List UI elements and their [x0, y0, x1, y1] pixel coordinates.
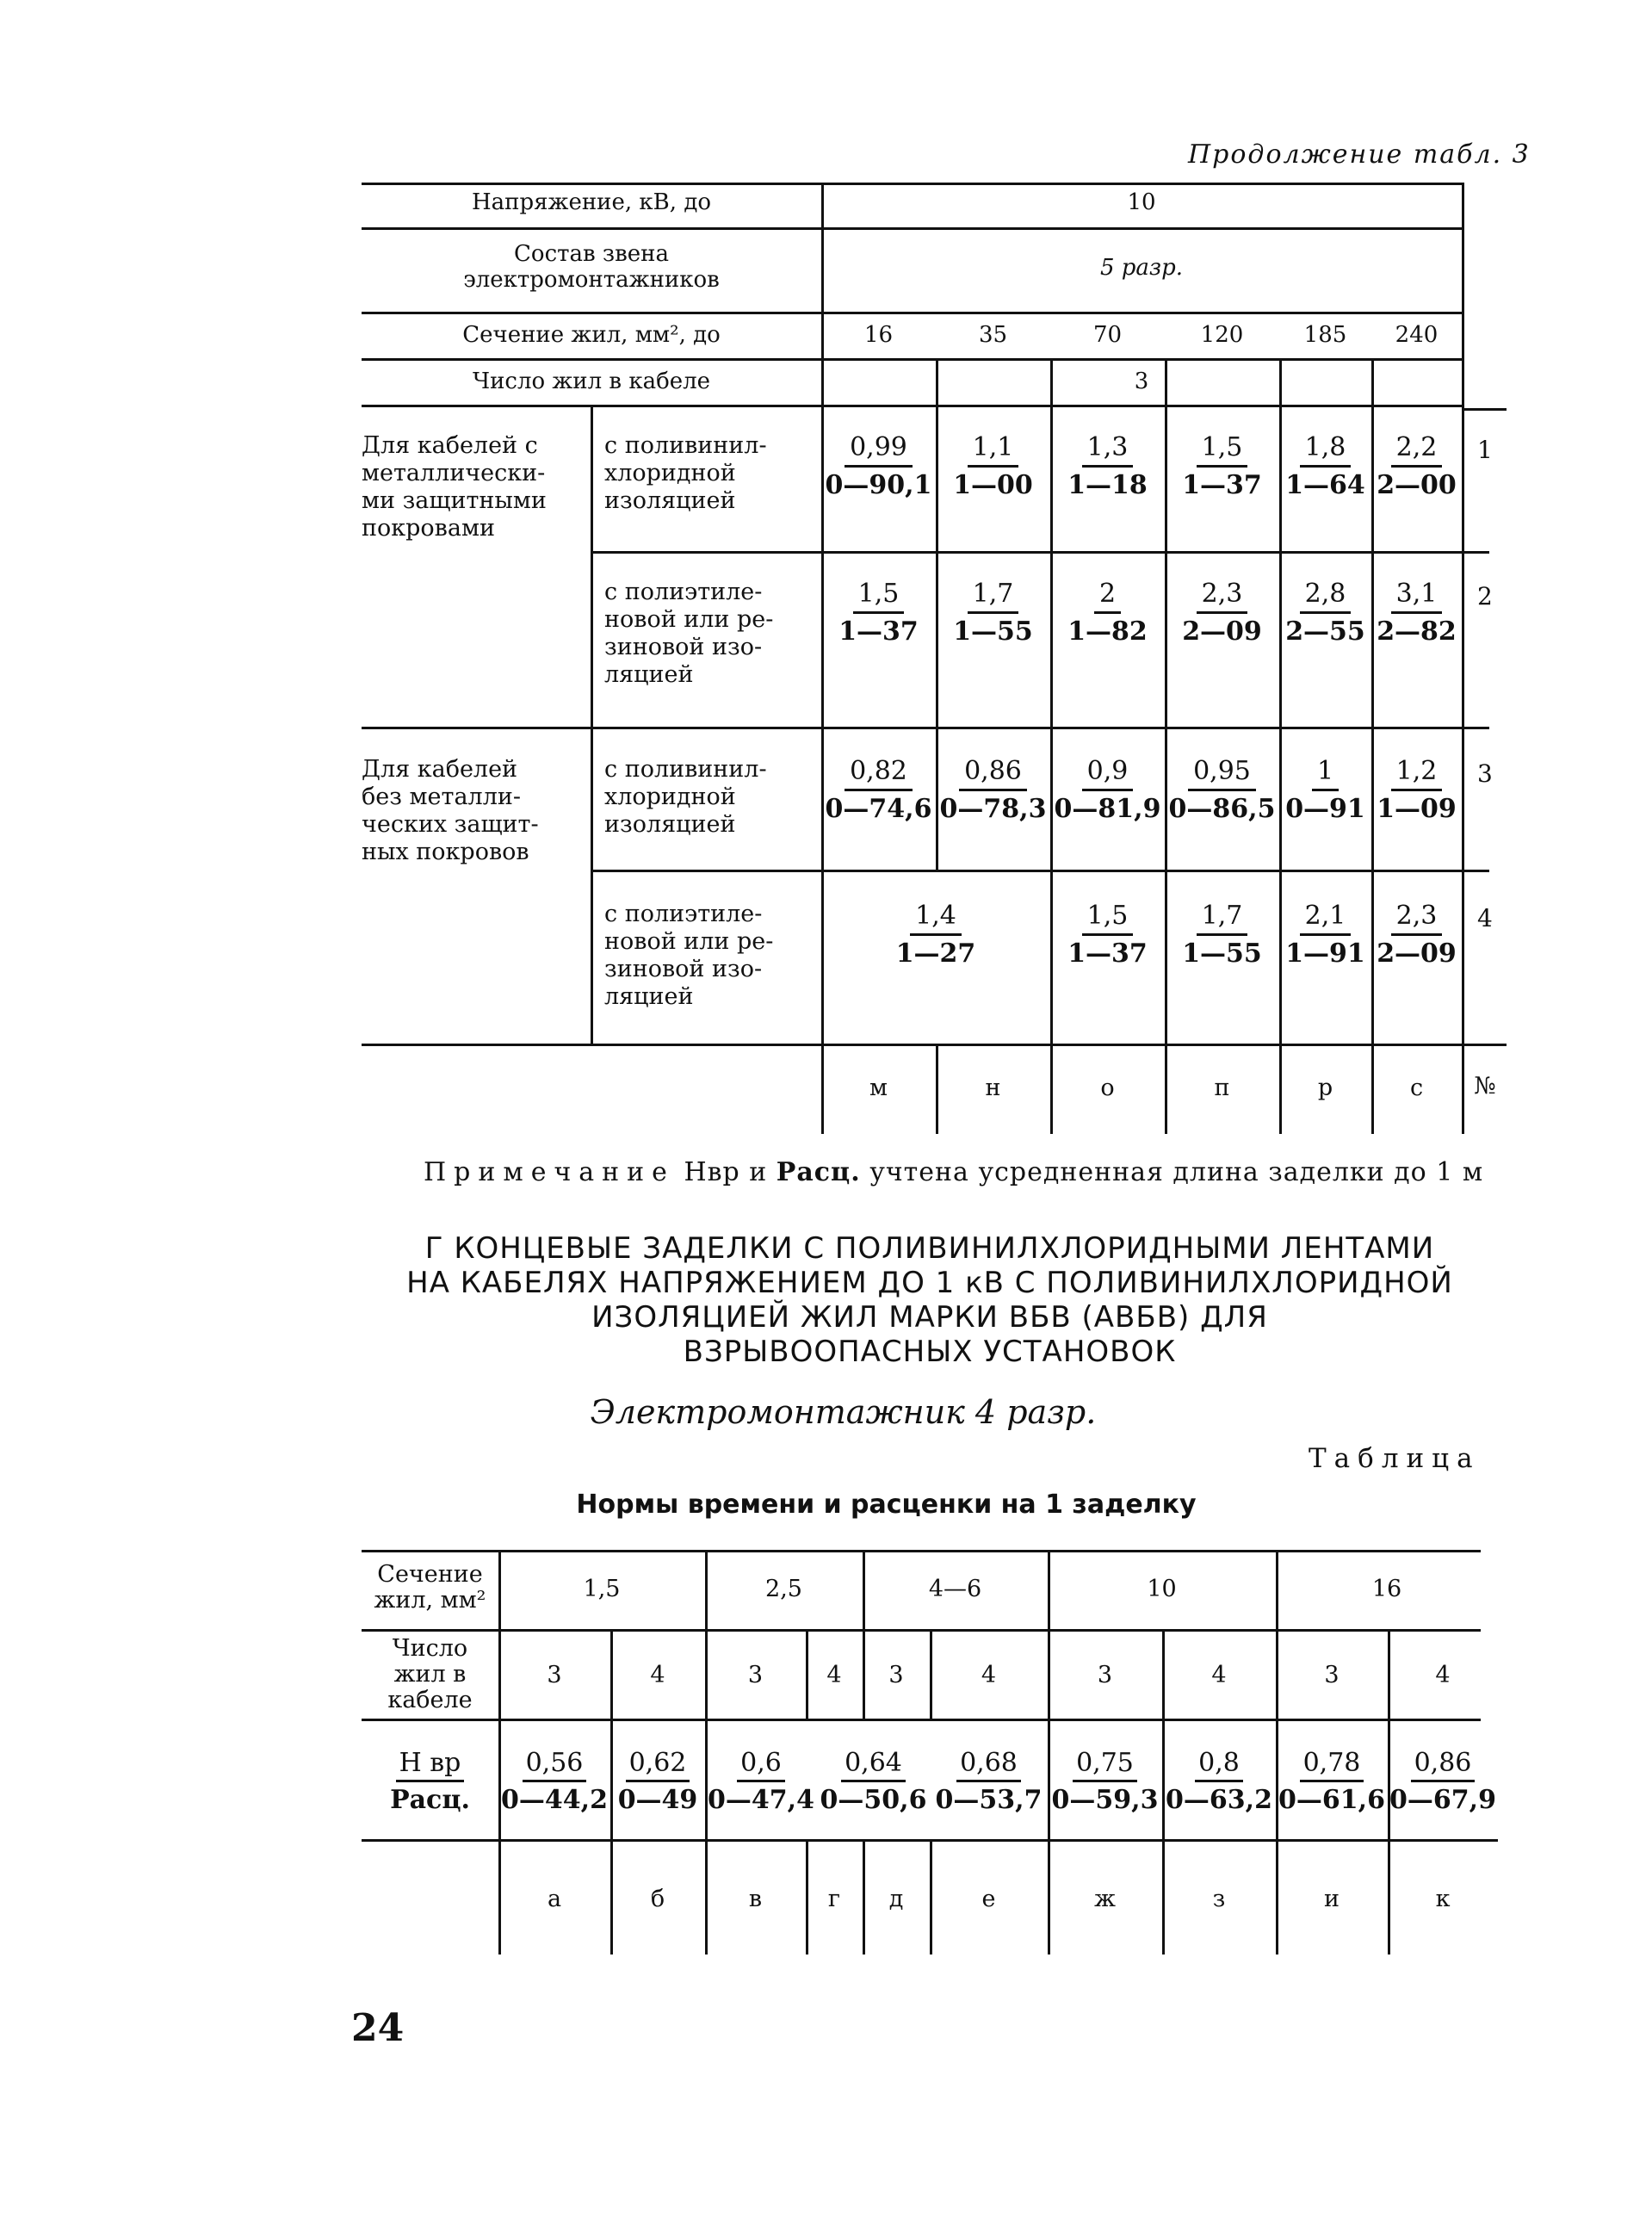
value-cell: $\frac{1,5}{1—37}$: [1182, 432, 1262, 500]
t2-letter: г: [827, 1886, 841, 1912]
value-cell: $\frac{0,9}{0—81,9}$: [1054, 756, 1161, 824]
column-letter: о: [1100, 1075, 1115, 1101]
column-letter: р: [1317, 1075, 1333, 1101]
section-label: Сечение жил, мм², до: [462, 322, 721, 348]
column-letter: м: [869, 1075, 888, 1101]
crew-value: 5 разр.: [1099, 255, 1184, 281]
table-note: Примечание Нвр и Расц. учтена усредненная длина заделки до 1 м: [424, 1157, 1484, 1187]
worker-grade: Электромонтажник 4 разр.: [590, 1393, 1097, 1431]
t2-cores: 3: [1324, 1662, 1340, 1688]
t2-section: 2,5: [765, 1576, 802, 1602]
value-cell: $\frac{2,3}{2—09}$: [1182, 579, 1262, 647]
section-35: 35: [978, 322, 1008, 348]
row-number: 1: [1477, 436, 1493, 464]
t2-row-label: Н вр Расц.: [390, 1748, 470, 1815]
section-240: 240: [1395, 322, 1439, 348]
row-number: 3: [1477, 759, 1493, 788]
continuation-label: Продолжение табл. 3: [1188, 139, 1531, 170]
t2-cores: 4: [1211, 1662, 1227, 1688]
t2-section: 4—6: [928, 1576, 982, 1602]
value-cell: $\frac{3,1}{2—82}$: [1377, 579, 1457, 647]
group-metal-armor: Для кабелей с металлически- ми защитными покровами: [362, 432, 547, 542]
value-cell: $\frac{2}{1—82}$: [1067, 579, 1148, 647]
t2-value: 0,8 0—63,2: [1166, 1748, 1272, 1815]
section-120: 120: [1200, 322, 1244, 348]
row-number: 4: [1477, 904, 1493, 932]
t2-cores: 4: [981, 1662, 997, 1688]
insulation-pe-1: с полиэтиле- новой или ре- зиновой изо- ляцией: [604, 579, 774, 688]
value-cell: $\frac{1,7}{1—55}$: [1182, 901, 1262, 969]
value-cell: $\frac{1,5}{1—37}$: [838, 579, 919, 647]
t2-cores-label: Число жил в кабеле: [387, 1635, 473, 1713]
t2-cores: 3: [888, 1662, 904, 1688]
t2-letter: ж: [1094, 1886, 1116, 1912]
group-no-metal-armor: Для кабелей без металли- ческих защит- ных покровов: [362, 756, 539, 865]
t2-value: 0,86 0—67,9: [1389, 1748, 1496, 1815]
insulation-pe-2: с полиэтиле- новой или ре- зиновой изо- ляцией: [604, 901, 774, 1010]
crew-label: Состав звена электромонтажников: [463, 241, 720, 293]
insulation-pvc-2: с поливинил- хлоридной изоляцией: [604, 756, 767, 838]
t2-cores: 3: [547, 1662, 562, 1688]
norms-table-vbv: [362, 1550, 1515, 1955]
value-cell: $\frac{0,86}{0—78,3}$: [939, 756, 1047, 824]
value-cell: $\frac{1,8}{1—64}$: [1285, 432, 1365, 500]
page-number: 24: [351, 2006, 405, 2050]
t2-cores: 4: [826, 1662, 842, 1688]
value-cell: $\frac{0,99}{0—90,1}$: [825, 432, 932, 500]
cores-label: Число жил в кабеле: [472, 369, 711, 394]
value-cell-merged: $\frac{1,4}{1—27}$: [895, 901, 976, 969]
t2-letter: к: [1435, 1886, 1451, 1912]
value-cell: $\frac{1,1}{1—00}$: [953, 432, 1033, 500]
t2-value: 0,75 0—59,3: [1051, 1748, 1159, 1815]
section-heading: Г КОНЦЕВЫЕ ЗАДЕЛКИ С ПОЛИВИНИЛХЛОРИДНЫМИ ЛЕНТАМИ НА КАБЕЛЯХ НАПРЯЖЕНИЕМ ДО 1 кВ С ПОЛИВИНИЛХЛОРИДНОЙ ИЗОЛЯЦИЕЙ ЖИЛ МАРКИ ВБВ (АВБВ) ДЛЯ ВЗРЫВООПАСНЫХ УСТАНОВОК: [406, 1231, 1453, 1369]
value-cell: $\frac{2,2}{2—00}$: [1377, 432, 1457, 500]
voltage-value: 10: [1127, 189, 1156, 215]
t2-value: 0,6 0—47,4: [708, 1748, 814, 1815]
t2-letter: д: [888, 1886, 904, 1912]
value-cell: $\frac{1,3}{1—18}$: [1067, 432, 1148, 500]
cores-value: 3: [1134, 369, 1149, 394]
value-cell: $\frac{1}{0—91}$: [1285, 756, 1365, 824]
t2-section: 1,5: [583, 1576, 621, 1602]
t2-letter: а: [547, 1886, 562, 1912]
value-cell: $\frac{0,95}{0—86,5}$: [1168, 756, 1276, 824]
section-185: 185: [1303, 322, 1347, 348]
voltage-label: Напряжение, кВ, до: [472, 189, 711, 215]
insulation-pvc-1: с поливинил- хлоридной изоляцией: [604, 432, 767, 514]
t2-cores: 4: [1435, 1662, 1451, 1688]
t2-letter: е: [981, 1886, 996, 1912]
value-cell: $\frac{2,8}{2—55}$: [1285, 579, 1365, 647]
t2-value: 0,68 0—53,7: [935, 1748, 1043, 1815]
section-70: 70: [1092, 322, 1123, 348]
row-number: 2: [1477, 582, 1493, 610]
t2-section-label: Сечение жил, мм²: [374, 1561, 486, 1614]
value-cell: $\frac{1,5}{1—37}$: [1067, 901, 1148, 969]
section-16: 16: [863, 322, 894, 348]
t2-letter: и: [1324, 1886, 1340, 1912]
t2-cores: 3: [747, 1662, 764, 1688]
t2-section: 16: [1371, 1576, 1402, 1602]
norms-title: Нормы времени и расценки на 1 заделку: [576, 1490, 1197, 1520]
value-cell: $\frac{0,82}{0—74,6}$: [825, 756, 932, 824]
t2-letter: в: [748, 1886, 763, 1912]
t2-section: 10: [1147, 1576, 1177, 1602]
t2-value: 0,78 0—61,6: [1278, 1748, 1385, 1815]
t2-value: 0,62 0—49: [617, 1748, 698, 1815]
number-sign: №: [1474, 1073, 1496, 1100]
column-letter: н: [985, 1075, 1001, 1101]
column-letter: с: [1409, 1075, 1424, 1101]
t2-value: 0,64 0—50,6: [820, 1748, 927, 1815]
t2-letter: б: [650, 1886, 665, 1912]
t2-letter: з: [1212, 1886, 1226, 1912]
norms-table-3-continued: [362, 183, 1515, 1134]
column-letter: п: [1214, 1075, 1230, 1101]
t2-cores: 3: [1097, 1662, 1113, 1688]
t2-cores: 4: [650, 1662, 665, 1688]
value-cell: $\frac{1,2}{1—09}$: [1377, 756, 1457, 824]
value-cell: $\frac{1,7}{1—55}$: [953, 579, 1033, 647]
value-cell: $\frac{2,3}{2—09}$: [1377, 901, 1457, 969]
t2-value: 0,56 0—44,2: [501, 1748, 608, 1815]
value-cell: $\frac{2,1}{1—91}$: [1285, 901, 1365, 969]
table-word: Таблица: [1309, 1443, 1481, 1474]
